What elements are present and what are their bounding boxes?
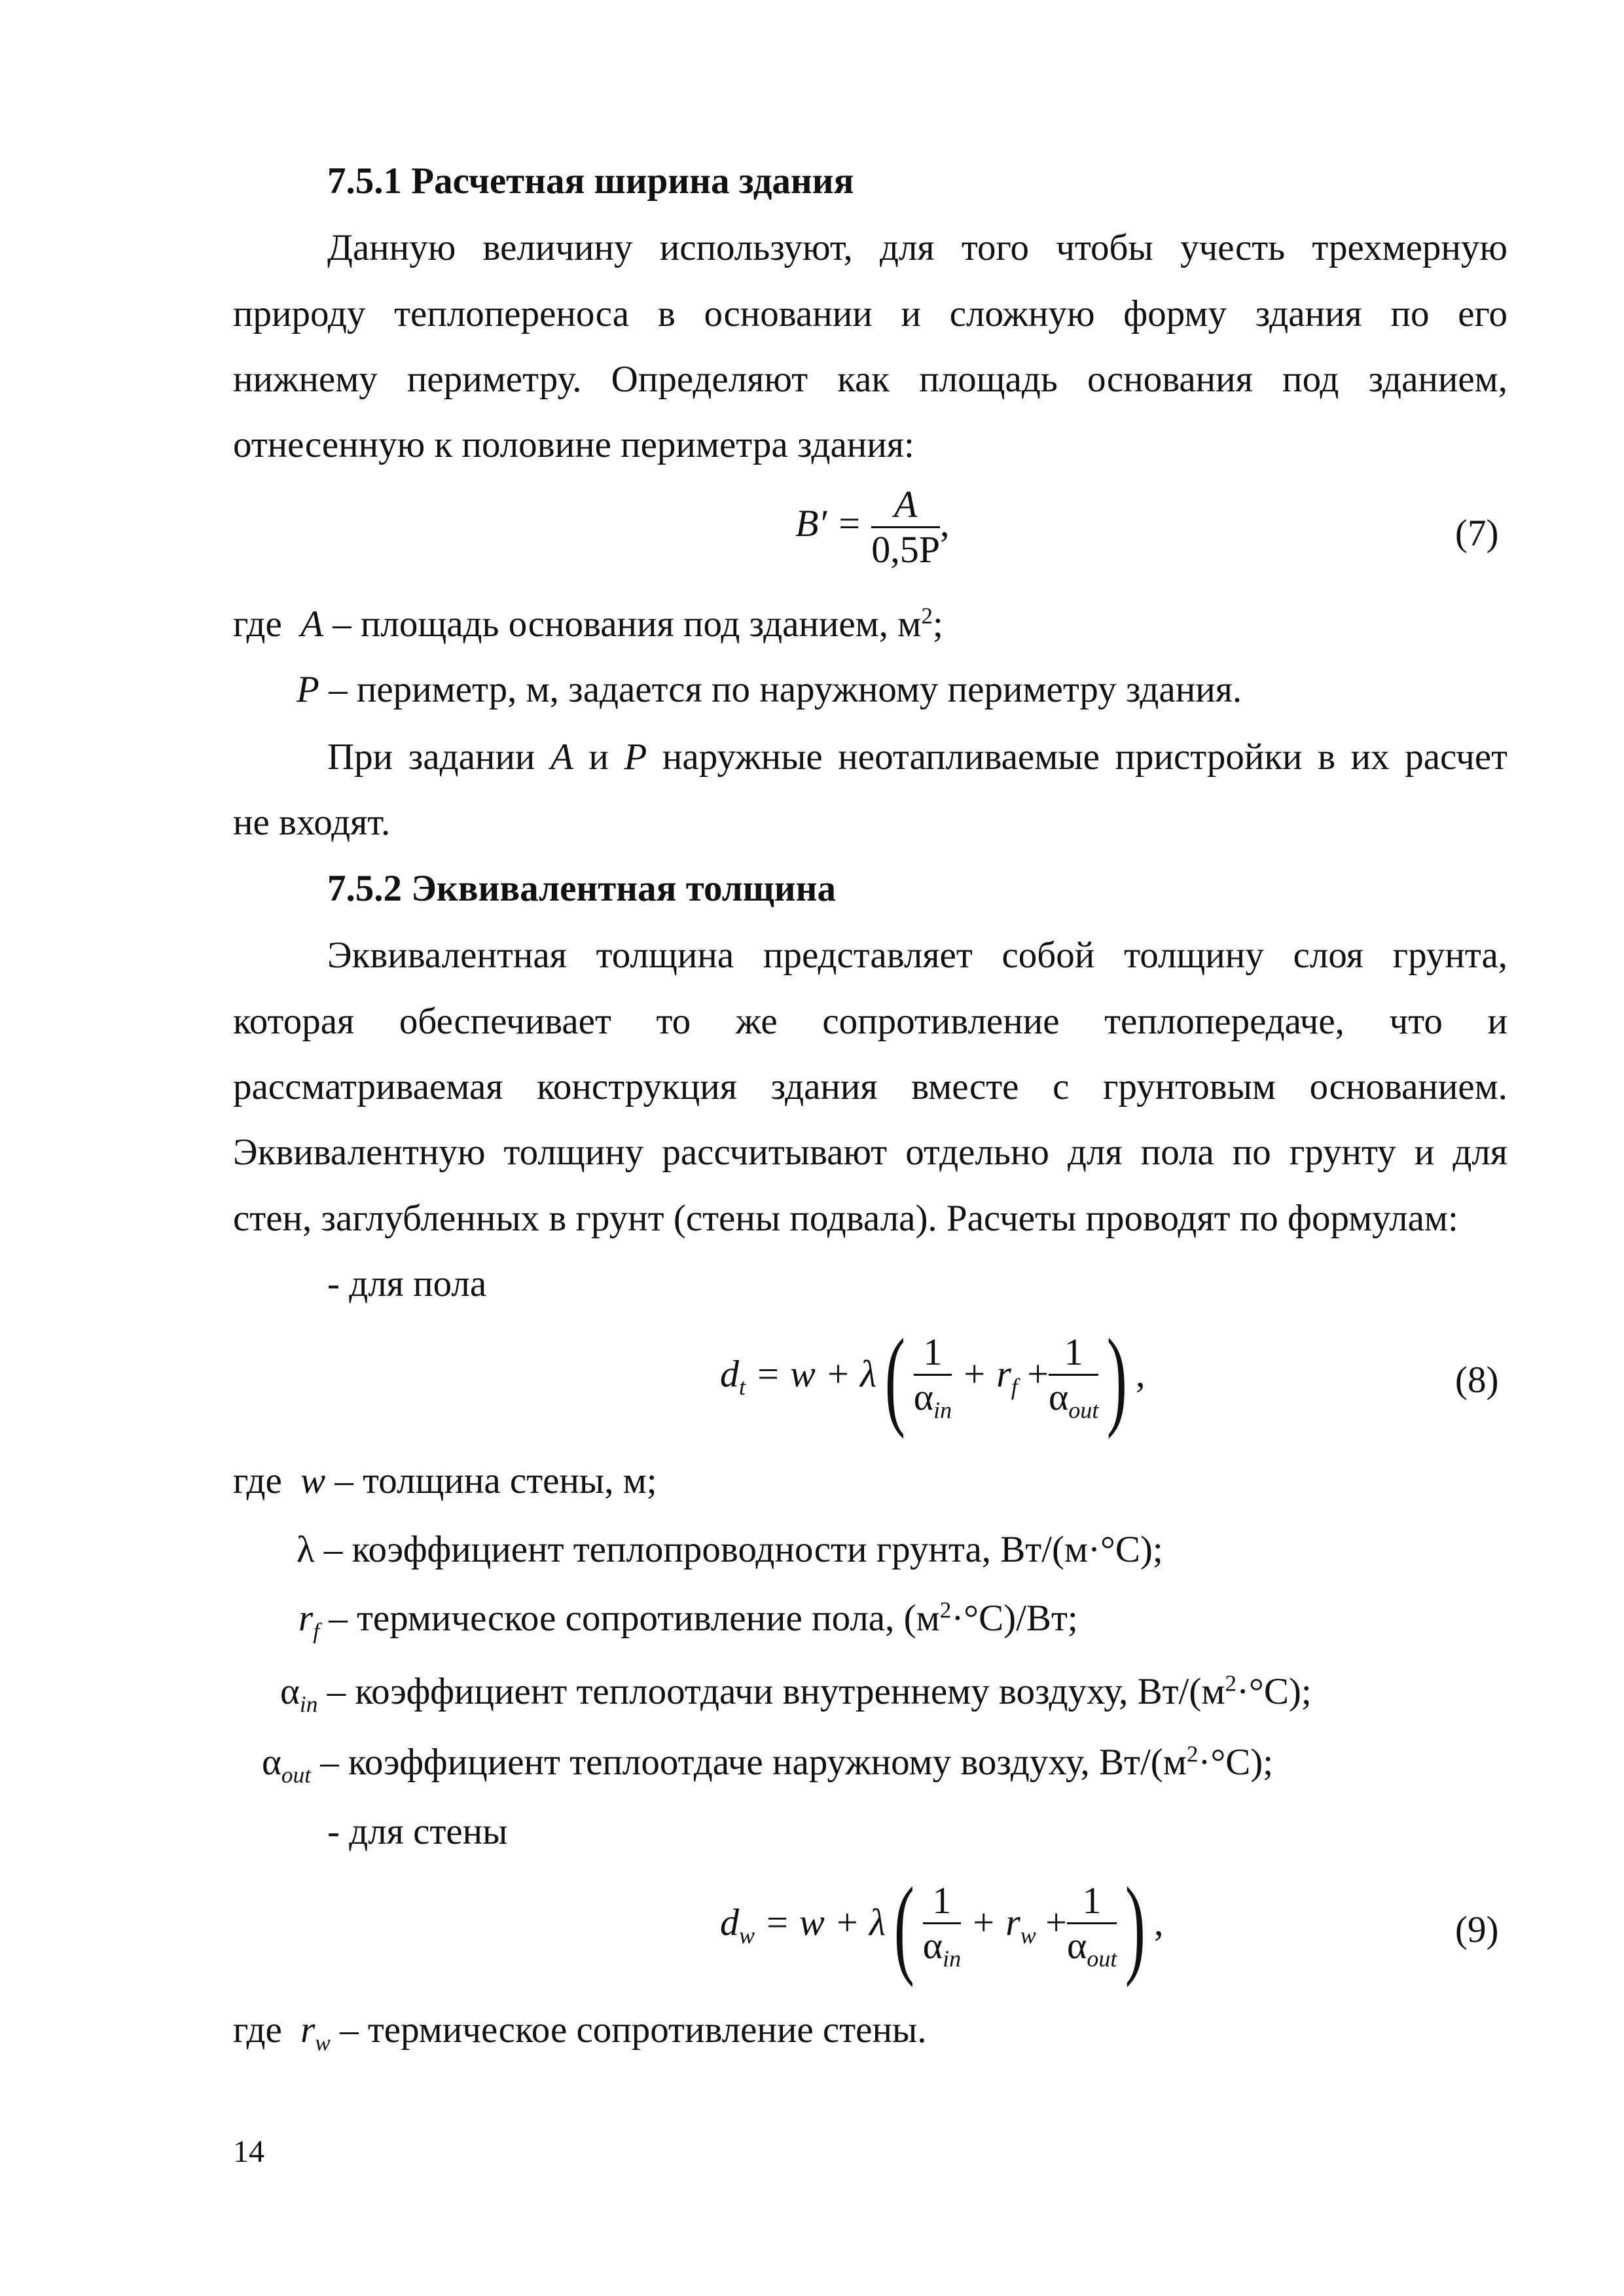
- wall-label: - для стены: [327, 1811, 508, 1852]
- section-heading-7-5-2: 7.5.2 Эквивалентная толщина: [327, 868, 836, 909]
- page-number: 14: [233, 2134, 264, 2169]
- left-paren: (: [884, 1316, 905, 1439]
- floor-label: - для пола: [327, 1263, 487, 1304]
- section-heading-7-5-1: 7.5.1 Расчетная ширина здания: [327, 160, 854, 202]
- right-paren: ): [1107, 1316, 1128, 1439]
- equation-number-8: (8): [1455, 1359, 1499, 1401]
- definition-alpha-out: $\alpha_{out}$ – коэффициент теплоотдаче наружному воздуху, $Вт/(м^2\cdot^\circ С)$;: [262, 1741, 1274, 1788]
- definition-A: где A – площадь основания под зданием, $м^2$;: [233, 603, 943, 645]
- fraction: $\frac{1}{\alpha_{in}}$: [922, 1878, 962, 1972]
- paragraph-line: рассматриваемая конструкция здания вместе с грунтовым основанием.: [233, 1066, 1507, 1107]
- left-paren: (: [893, 1865, 914, 1988]
- fraction: $\frac{A}{0,5P}$: [871, 483, 941, 571]
- definition-P: P – периметр, м, задается по наружному периметру здания.: [297, 669, 1242, 710]
- equation-7: B′ = $\frac{A}{0,5P}$ ,: [795, 483, 950, 571]
- definition-w: где w – толщина стены, м;: [233, 1460, 657, 1501]
- paragraph-line: нижнему периметру. Определяют как площадь основания под зданием,: [233, 359, 1507, 400]
- definition-rf: $r_f$ – термическое сопротивление пола, $(м^2\cdot^\circ С)/Вт$;: [298, 1597, 1078, 1644]
- fraction: $\frac{1}{\alpha_{out}}$: [1066, 1878, 1117, 1972]
- paragraph-line: Эквивалентную толщину рассчитывают отдельно для пола по грунту и для: [233, 1132, 1507, 1173]
- definition-alpha-in: $\alpha_{in}$ – коэффициент теплоотдачи внутреннему воздуху, $Вт/(м^2\cdot^\circ С)$;: [280, 1670, 1312, 1717]
- definition-lambda: λ – коэффициент теплопроводности грунта, Вт/(м·°С);: [297, 1529, 1163, 1570]
- equation-number-9: (9): [1455, 1909, 1499, 1950]
- fraction: $\frac{1}{\alpha_{out}}$: [1049, 1330, 1099, 1424]
- paragraph-line: природу теплопереноса в основании и сложную форму здания по его: [233, 293, 1507, 334]
- paragraph-line: отнесенную к половине периметра здания:: [233, 424, 914, 465]
- paragraph-line: Данную величину используют, для того чтобы учесть трехмерную: [327, 227, 1507, 268]
- equation-number-7: (7): [1455, 512, 1499, 554]
- paragraph-line: не входят.: [233, 802, 391, 843]
- paragraph-line: Эквивалентная толщина представляет собой толщину слоя грунта,: [327, 935, 1507, 976]
- equation-8: $d_t = w + \lambda$( $\frac{1}{\alpha_{in}}$ + $r_f$ + $\frac{1}{\alpha_{out}}$ ) ,: [720, 1316, 1146, 1439]
- paragraph-line: При задании A и P наружные неотапливаемые пристройки в их расчет: [327, 736, 1508, 778]
- paragraph-line: которая обеспечивает то же сопротивление теплопередаче, что и: [233, 1001, 1507, 1042]
- fraction: $\frac{1}{\alpha_{in}}$: [913, 1330, 952, 1424]
- right-paren: ): [1125, 1865, 1146, 1988]
- definition-rw: где $r_w$ – термическое сопротивление стены.: [233, 2009, 927, 2056]
- paragraph-line: стен, заглубленных в грунт (стены подвала). Расчеты проводят по формулам:: [233, 1198, 1458, 1239]
- equation-9: $d_w = w + \lambda$( $\frac{1}{\alpha_{in}}$ + $r_w$ + $\frac{1}{\alpha_{out}}$ ) ,: [720, 1865, 1164, 1988]
